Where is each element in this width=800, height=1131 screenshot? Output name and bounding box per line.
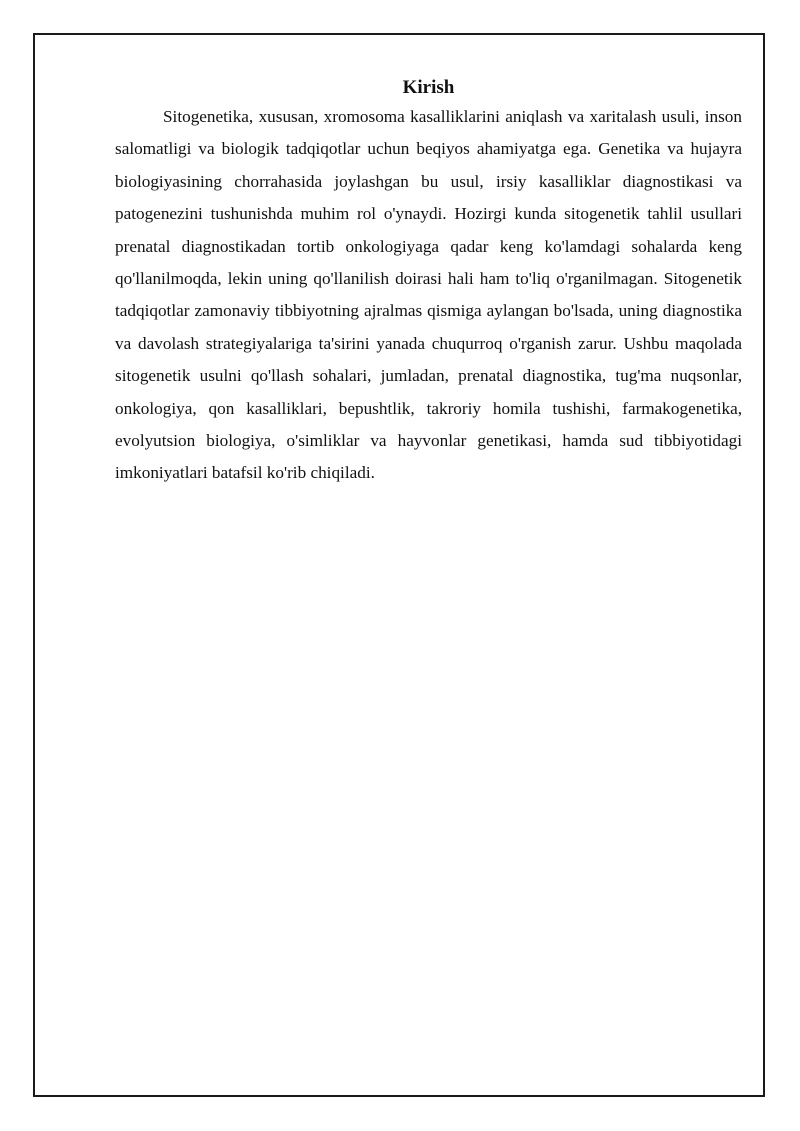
document-body	[115, 76, 742, 490]
body-paragraph: Sitogenetika, xususan, xromosoma kasalliklarini aniqlash va xaritalash usuli, inson salomatligi va biologik tadqiqotlar uchun beqiyos ahamiyatga ega. Genetika va hujayra biologiyasining chorrahasida joylashgan bu usul, irsiy kasalliklar diagnostikasi va patogenezini tushunishda muhim rol o'ynaydi. Hozirgi kunda sitogenetik tahlil usullari prenatal diagnostikadan tortib onkologiyaga qadar keng ko'lamdagi sohalarda keng qo'llanilmoqda, lekin uning qo'llanilish doirasi hali ham to'liq o'rganilmagan. Sitogenetik tadqiqotlar zamonaviy tibbiyotning ajralmas qismiga aylangan bo'lsada, uning diagnostika va davolash strategiyalariga ta'sirini yanada chuqurroq o'rganish zarur. Ushbu maqolada sitogenetik usulni qo'llash sohalari, jumladan, prenatal diagnostika, tug'ma nuqsonlar, onkologiya, qon kasalliklari, bepushtlik, takroriy homila tushishi, farmakogenetika, evolyutsion biologiya, o'simliklar va hayvonlar genetikasi, hamda sud tibbiyotidagi imkoniyatlari batafsil ko'rib chiqiladi.	[115, 107, 742, 483]
section-title: Kirish	[402, 77, 455, 98]
